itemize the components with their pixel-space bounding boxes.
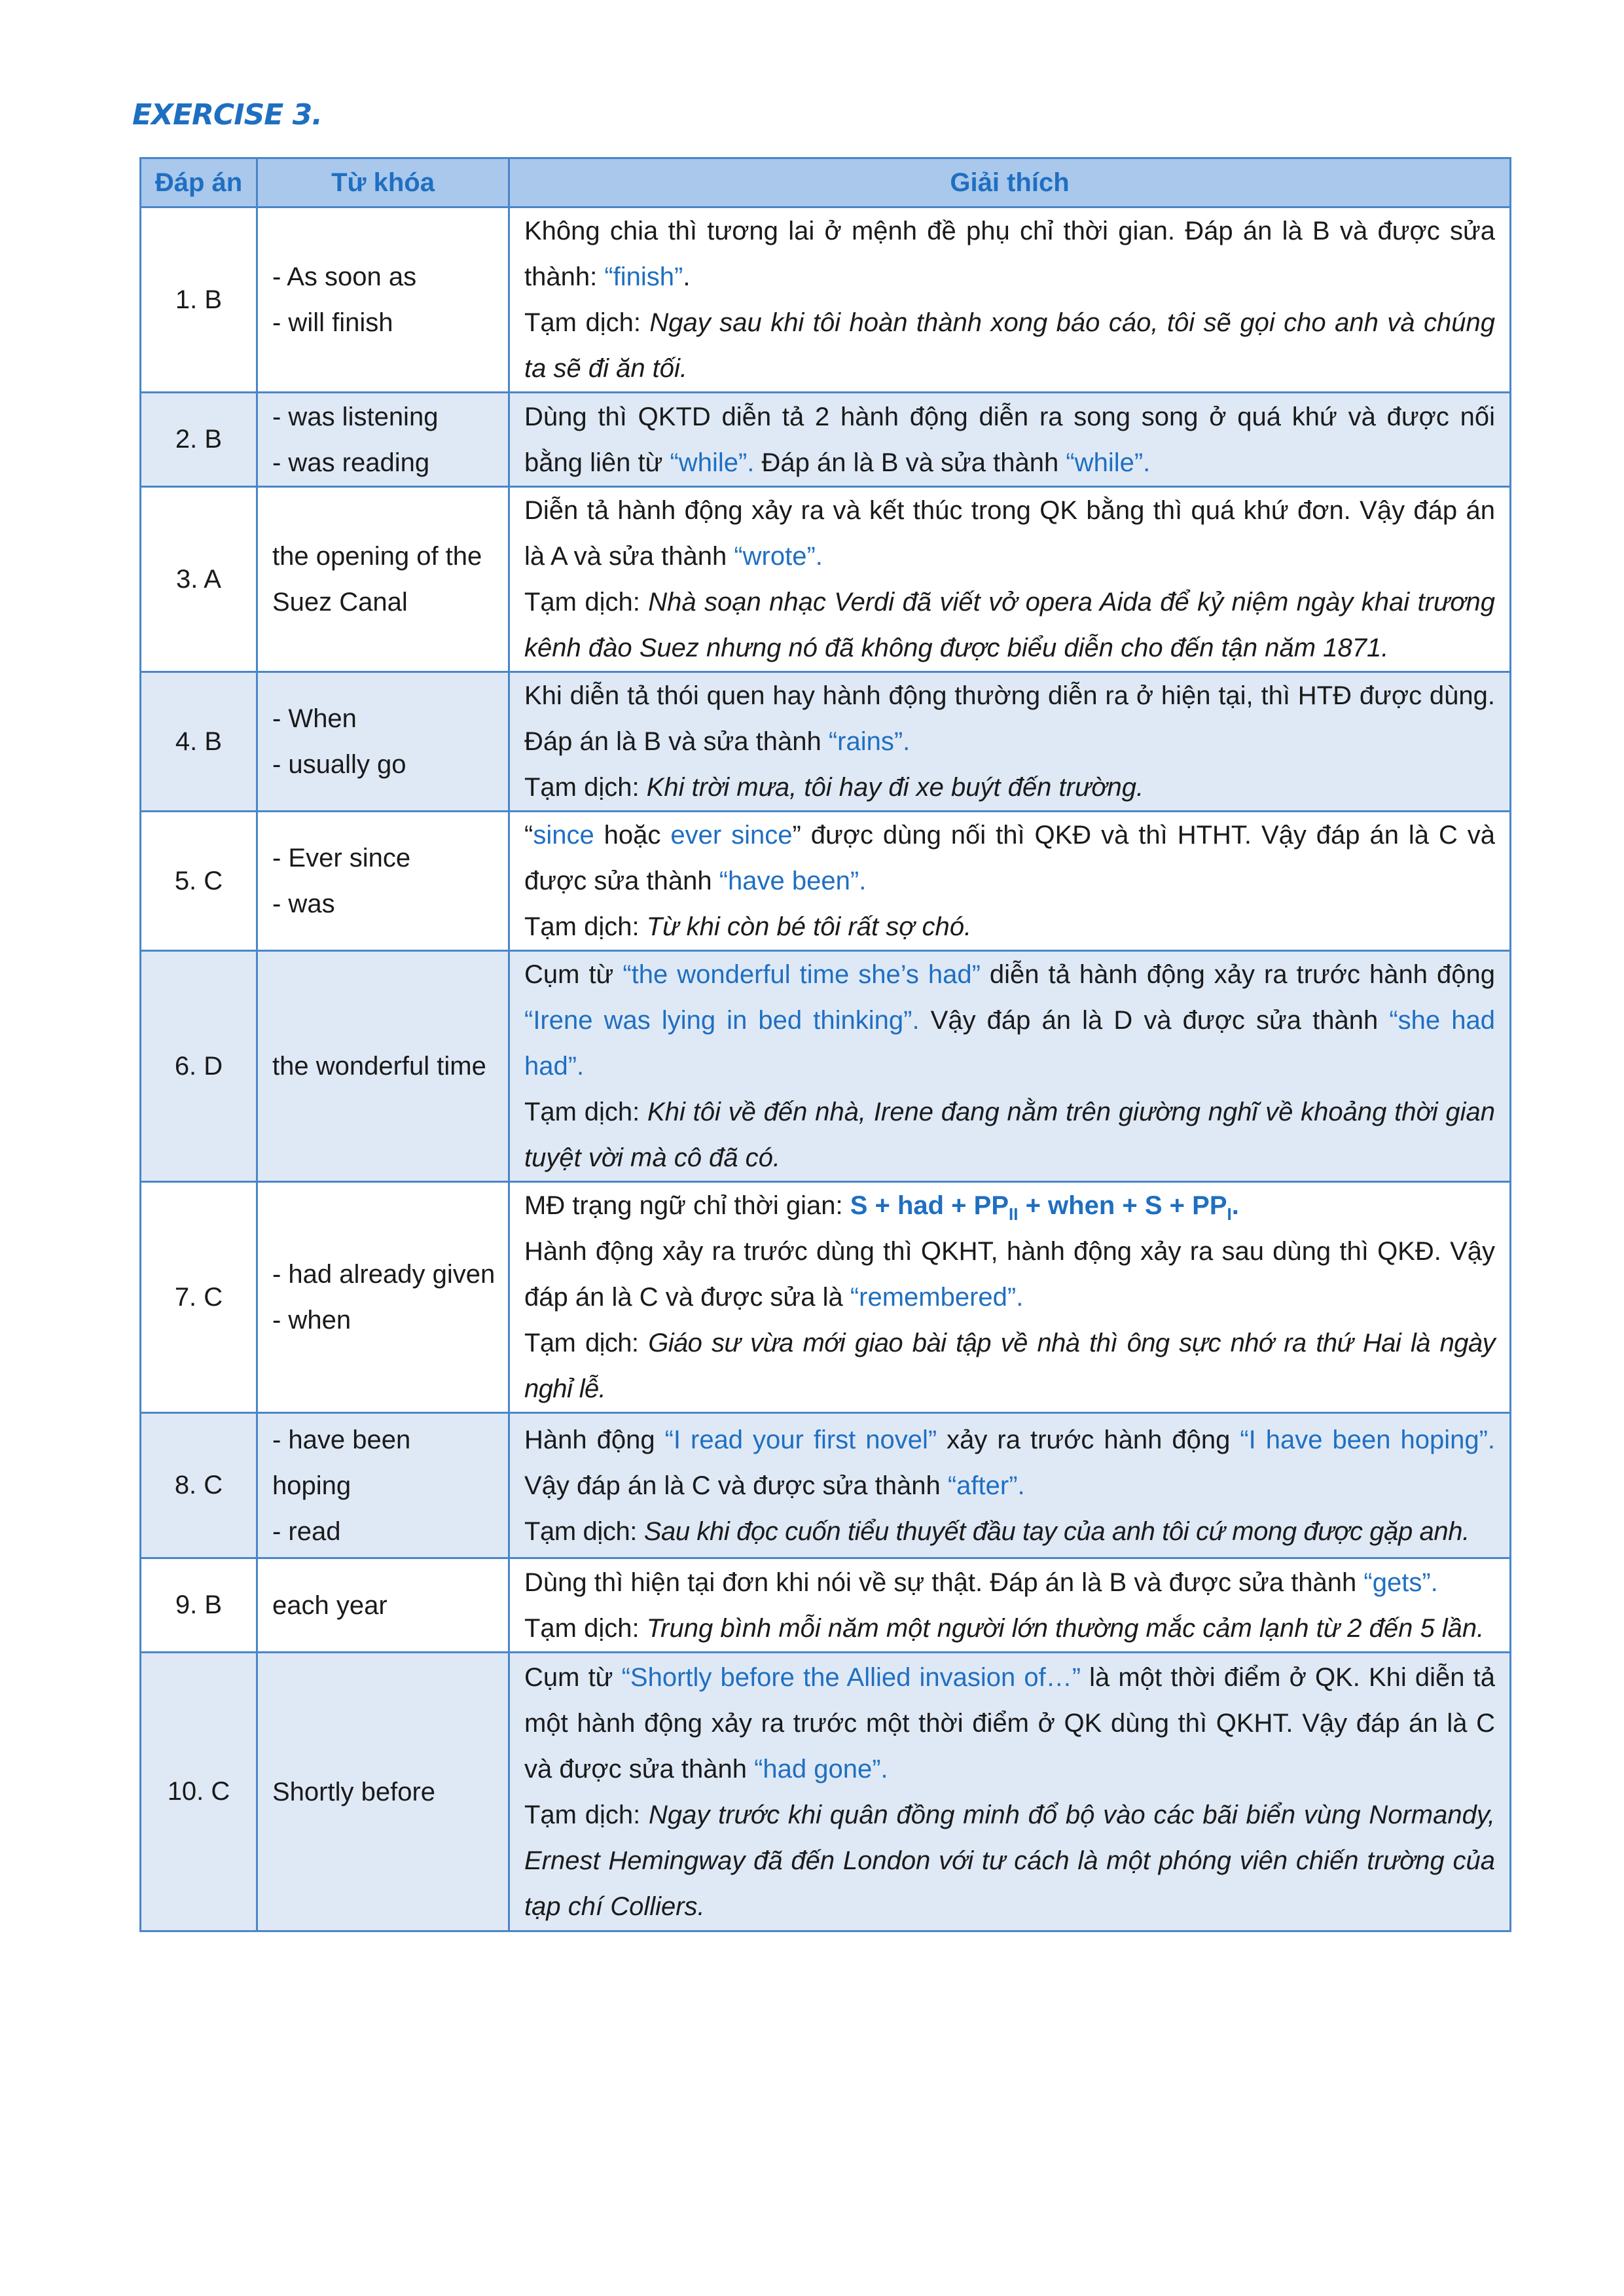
keyword: Shortly before bbox=[272, 1777, 436, 1806]
keyword: - was reading bbox=[272, 448, 430, 477]
table-row bbox=[141, 812, 1511, 951]
answer-table bbox=[139, 157, 1511, 1932]
explanation-text: Diễn tả hành động xảy ra và kết thúc trong QK bằng thì quá khứ đơn. Vậy đáp án là A và sửa thành “wrote”. bbox=[524, 496, 1495, 571]
keyword: - have been hoping bbox=[272, 1425, 411, 1500]
explanation-text: “since hoặc ever since” được dùng nối thì QKĐ và thì HTHT. Vậy đáp án là C và được sửa thành “have been”. bbox=[524, 821, 1496, 895]
table-row bbox=[141, 1413, 1511, 1558]
explanation-text: Cụm từ “Shortly before the Allied invasion of…” là một thời điểm ở QK. Khi diễn tả một hành động xảy ra trước một thời điểm ở QK dùng thì QKHT. Vậy đáp án là C và được sửa thành “had gone”. bbox=[524, 1662, 1495, 1784]
explanation-text: Dùng thì hiện tại đơn khi nói về sự thật. Đáp án là B và được sửa thành “gets”. bbox=[524, 1568, 1438, 1597]
exercise-title: EXERCISE 3. bbox=[132, 98, 322, 132]
explanation-cell bbox=[509, 1413, 1511, 1558]
answer-cell: 1. B bbox=[141, 207, 257, 393]
translation: Tạm dịch: Ngay sau khi tôi hoàn thành xong báo cáo, tôi sẽ gọi cho anh và chúng ta sẽ đi ăn tối. bbox=[524, 308, 1495, 383]
translation: Tạm dịch: Trung bình mỗi năm một người lớn thường mắc cảm lạnh từ 2 đến 5 lần. bbox=[524, 1613, 1485, 1643]
keyword-cell bbox=[257, 393, 509, 487]
table-row bbox=[141, 1182, 1511, 1413]
keyword: - Ever since bbox=[272, 844, 411, 872]
table-row bbox=[141, 672, 1511, 812]
table-header-row bbox=[141, 158, 1511, 207]
answer-cell: 3. A bbox=[141, 487, 257, 672]
table-row bbox=[141, 393, 1511, 487]
answer-cell: 7. C bbox=[141, 1182, 257, 1413]
explanation-text: Dùng thì QKTD diễn tả 2 hành động diễn ra song song ở quá khứ và được nối bằng liên từ “while”. Đáp án là B và sửa thành “while”. bbox=[524, 402, 1495, 477]
translation: Tạm dịch: Ngay trước khi quân đồng minh đổ bộ vào các bãi biển vùng Normandy, Ernest Hemingway đã đến London với tư cách là một phóng viên chiến trường của tạp chí Colliers. bbox=[524, 1800, 1495, 1921]
answer-cell: 9. B bbox=[141, 1558, 257, 1653]
translation: Tạm dịch: Từ khi còn bé tôi rất sợ chó. bbox=[524, 912, 972, 941]
explanation-text: Hành động xảy ra trước dùng thì QKHT, hành động xảy ra sau dùng thì QKĐ. Vậy đáp án là C và được sửa là “remembered”. bbox=[524, 1237, 1495, 1312]
table-row bbox=[141, 487, 1511, 672]
explanation-cell bbox=[509, 1653, 1511, 1931]
header-answer: Đáp án bbox=[141, 158, 257, 207]
explanation-cell bbox=[509, 207, 1511, 393]
explanation-cell bbox=[509, 487, 1511, 672]
table-row bbox=[141, 207, 1511, 393]
explanation-cell bbox=[509, 1182, 1511, 1413]
answer-cell: 6. D bbox=[141, 951, 257, 1182]
keyword-cell bbox=[257, 1653, 509, 1931]
keyword-cell bbox=[257, 672, 509, 812]
translation: Tạm dịch: Sau khi đọc cuốn tiểu thuyết đầu tay của anh tôi cứ mong được gặp anh. bbox=[524, 1516, 1470, 1546]
explanation-cell bbox=[509, 951, 1511, 1182]
explanation-text: Cụm từ “the wonderful time she’s had” diễn tả hành động xảy ra trước hành động “Irene was lying in bed thinking”. Vậy đáp án là D và được sửa thành “she had had”. bbox=[524, 960, 1495, 1081]
keyword-cell bbox=[257, 812, 509, 951]
answer-cell: 10. C bbox=[141, 1653, 257, 1931]
keyword: the wonderful time bbox=[272, 1052, 486, 1081]
explanation-cell bbox=[509, 393, 1511, 487]
translation: Tạm dịch: Khi trời mưa, tôi hay đi xe buýt đến trường. bbox=[524, 773, 1144, 802]
keyword: each year bbox=[272, 1590, 388, 1620]
keyword-cell bbox=[257, 207, 509, 393]
explanation-cell bbox=[509, 1558, 1511, 1653]
explanation-text: Khi diễn tả thói quen hay hành động thường diễn ra ở hiện tại, thì HTĐ được dùng. Đáp án là B và sửa thành “rains”. bbox=[524, 681, 1495, 756]
keyword: - was listening bbox=[272, 402, 439, 431]
header-explanation: Giải thích bbox=[509, 158, 1511, 207]
translation: Tạm dịch: Khi tôi về đến nhà, Irene đang nằm trên giường nghĩ về khoảng thời gian tuyệt vời mà cô đã có. bbox=[524, 1098, 1495, 1172]
table-row bbox=[141, 951, 1511, 1182]
keyword-cell bbox=[257, 1413, 509, 1558]
keyword-cell bbox=[257, 487, 509, 672]
answer-cell: 5. C bbox=[141, 812, 257, 951]
explanation-cell bbox=[509, 812, 1511, 951]
explanation-text: Hành động “I read your first novel” xảy ra trước hành động “I have been hoping”. Vậy đáp án là C và được sửa thành “after”. bbox=[524, 1425, 1496, 1500]
translation: Tạm dịch: Giáo sư vừa mới giao bài tập về nhà thì ông sực nhớ ra thứ Hai là ngày nghỉ lễ. bbox=[524, 1329, 1495, 1403]
keyword: - read bbox=[272, 1516, 341, 1546]
keyword-cell bbox=[257, 951, 509, 1182]
header-keyword: Từ khóa bbox=[257, 158, 509, 207]
keyword: - when bbox=[272, 1306, 352, 1335]
explanation-cell bbox=[509, 672, 1511, 812]
answer-cell: 4. B bbox=[141, 672, 257, 812]
answer-cell: 8. C bbox=[141, 1413, 257, 1558]
keyword: the opening of the Suez Canal bbox=[272, 542, 482, 617]
table-row bbox=[141, 1558, 1511, 1653]
keyword: - will finish bbox=[272, 308, 393, 337]
formula-line: MĐ trạng ngữ chỉ thời gian: S + had + $PP_{II}$ + when + $S + PP_I$. bbox=[524, 1191, 1239, 1224]
keyword: - was bbox=[272, 889, 335, 918]
explanation-text: Không chia thì tương lai ở mệnh đề phụ chỉ thời gian. Đáp án là B và được sửa thành: “finish”. bbox=[524, 217, 1495, 291]
keyword: - As soon as bbox=[272, 262, 417, 291]
keyword: - When bbox=[272, 704, 357, 733]
table-row bbox=[141, 1653, 1511, 1931]
answer-cell: 2. B bbox=[141, 393, 257, 487]
formula: S + had + $PP_{II}$ + when + $S + PP_I$. bbox=[850, 1191, 1239, 1224]
keyword-cell bbox=[257, 1558, 509, 1653]
keyword: - usually go bbox=[272, 750, 406, 779]
keyword: - had already given bbox=[272, 1260, 496, 1289]
keyword-cell bbox=[257, 1182, 509, 1413]
translation: Tạm dịch: Nhà soạn nhạc Verdi đã viết vở opera Aida để kỷ niệm ngày khai trương kênh đào Suez nhưng nó đã không được biểu diễn cho đến tận năm 1871. bbox=[524, 588, 1495, 662]
